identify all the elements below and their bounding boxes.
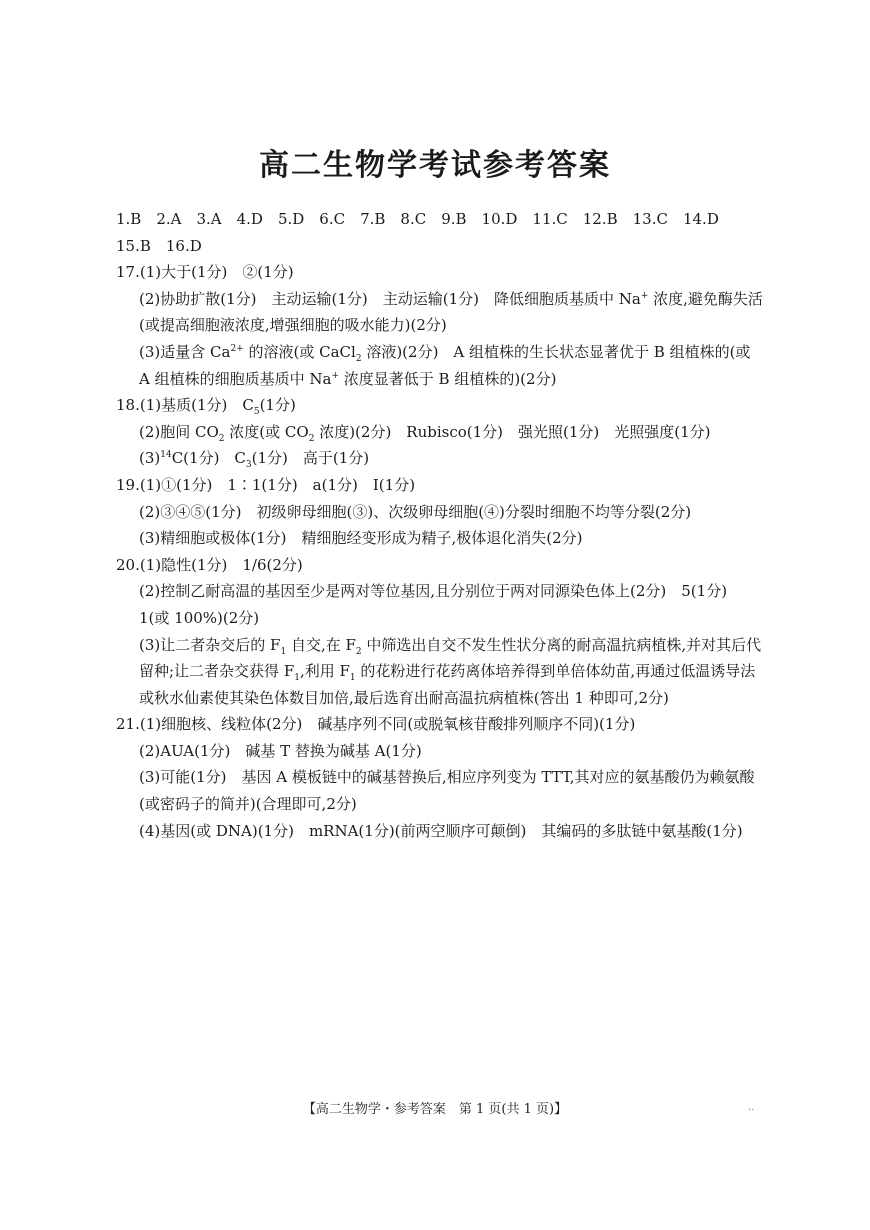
q21-part3: (3)可能(1分) 基因 A 模板链中的碱基替换后,相应序列变为 TTT,其对应的氨基酸仍为赖氨酸(或密码子的简并)(合理即可,2分) xyxy=(139,768,755,814)
q20-part1: 20.(1)隐性(1分) 1/6(2分) xyxy=(116,555,303,574)
q20-part3: (3)让二者杂交后的 $F_1$ 自交,在 $F_2$ 中筛选出自交不发生性状分离的耐高温抗病植株,并对其后代留种;让二者杂交获得 $F_1$,利用 $F_1$ 的花粉进行花药离体培养得到单倍体幼苗,再通过低温诱导法或秋水仙素使其染色体数目加倍,最后选育出耐高温抗病植株(答出 1 种即可,2分) xyxy=(139,635,762,707)
mc-answers-row-1: 1.B 2.A 3.A 4.D 5.D 6.C 7.B 8.C 9.B 10.D 11.C 12.B 13.C 14.D xyxy=(116,210,719,228)
q21-part4: (4)基因(或 DNA)(1分) mRNA(1分)(前两空顺序可颠倒) 其编码的多肽链中氨基酸(1分) xyxy=(139,821,743,840)
q21-part2: (2)AUA(1分) 碱基 T 替换为碱基 A(1分) xyxy=(139,741,422,760)
page-title: 高二生物学考试参考答案 xyxy=(259,148,611,183)
q20-part2: (2)控制乙耐高温的基因至少是两对等位基因,且分别位于两对同源染色体上(2分) 5(1分) 1(或 100%)(2分) xyxy=(139,582,743,627)
q19-part3: (3)精细胞或极体(1分) 精细胞经变形成为精子,极体退化消失(2分) xyxy=(139,529,583,548)
corner-mark: .. xyxy=(748,1102,755,1113)
q19-part1: 19.(1)①(1分) 1∶1(1分) a(1分) Ⅰ(1分) xyxy=(116,475,416,494)
q19-part2: (2)③④⑤(1分) 初级卵母细胞(③)、次级卵母细胞(④)分裂时细胞不均等分裂(2分) xyxy=(139,502,692,521)
answer-content xyxy=(116,206,764,844)
q17-part1: 17.(1)大于(1分) ②(1分) xyxy=(116,263,294,282)
page-footer: 【高二生物学・参考答案 第 1 页(共 1 页)】 xyxy=(302,1102,568,1117)
q17-part3: (3)适量含 $Ca^{2+}$ 的溶液(或 CaCl$_2$ 溶液)(2分) A 组植株的生长状态显著优于 B 组植株的(或 A 组植株的细胞质基质中 Na+ 浓度显著低于 B 组植株的)(2分) xyxy=(139,342,751,388)
q18-part3: $(3)^{14}C(1$分) $C_3(1$分) 高于(1分) xyxy=(139,449,370,471)
q21-part1: 21.(1)细胞核、线粒体(2分) 碱基序列不同(或脱氧核苷酸排列顺序不同)(1分) xyxy=(116,715,636,734)
q18-part1: 18.(1)基质(1分) $C_5(1$分) xyxy=(116,396,296,418)
q18-part2: (2)胞间 $CO_2$ 浓度(或 $CO_2$ 浓度)(2分) Rubisco(1分) 强光照(1分) 光照强度(1分) xyxy=(139,422,711,444)
q17-part2: (2)协助扩散(1分) 主动运输(1分) 主动运输(1分) 降低细胞质基质中 Na+ 浓度,避免酶失活(或提高细胞液浓度,增强细胞的吸水能力)(2分) xyxy=(139,289,763,335)
mc-answers-row-2: 15.B 16.D xyxy=(116,236,202,255)
